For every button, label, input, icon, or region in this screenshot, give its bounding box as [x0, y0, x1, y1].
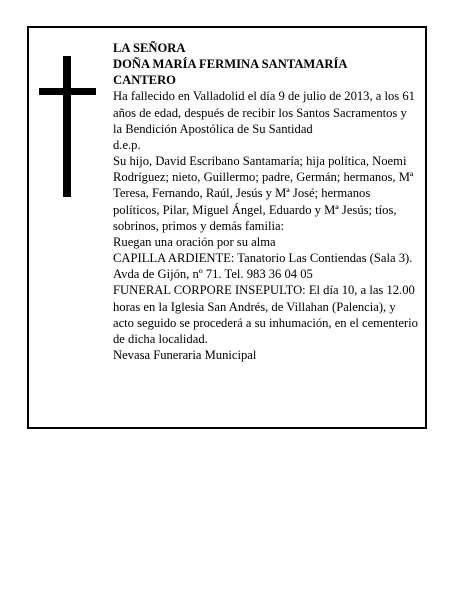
- cross-vertical-bar: [63, 56, 71, 197]
- prayer-request: Ruegan una oración por su alma: [113, 234, 276, 249]
- funeral-info: FUNERAL CORPORE INSEPULTO: El día 10, a las 12.00 horas en la Iglesia San Andrés, de Villahan (Palencia), y acto seguido se procederá a su inhumación, en el cementerio de dicha localidad.: [113, 283, 418, 346]
- notice-text-block: [113, 40, 418, 363]
- family-list: Su hijo, David Escribano Santamaría; hija política, Noemi Rodríguez; nieto, Guillermo; padre, Germán; hermanos, Mª Teresa, Fernando, Raúl, Jesús y Mª José; hermanos políticos, Pilar, Miguel Ángel, Eduardo y Mª Jesús; tíos, sobrinos, primos y demás familia:: [113, 154, 414, 233]
- deceased-name-line1: DOÑA MARÍA FERMINA SANTAMARÍA: [113, 57, 348, 72]
- death-announcement: Ha fallecido en Valladolid el día 9 de julio de 2013, a los 61 años de edad, después de recibir los Santos Sacramentos y la Bendición Apostólica de Su Santidad: [113, 89, 415, 136]
- funeral-home: Nevasa Funeraria Municipal: [113, 347, 257, 362]
- heading-title: LA SEÑORA: [113, 41, 186, 55]
- deceased-name-line2: CANTERO: [113, 73, 176, 88]
- chapel-info: CAPILLA ARDIENTE: Tanatorio Las Contiendas (Sala 3). Avda de Gijón, nº 71. Tel. 983 36 04 05: [113, 251, 413, 282]
- dep-line: d.e.p.: [113, 137, 141, 152]
- cross-horizontal-bar: [39, 88, 96, 95]
